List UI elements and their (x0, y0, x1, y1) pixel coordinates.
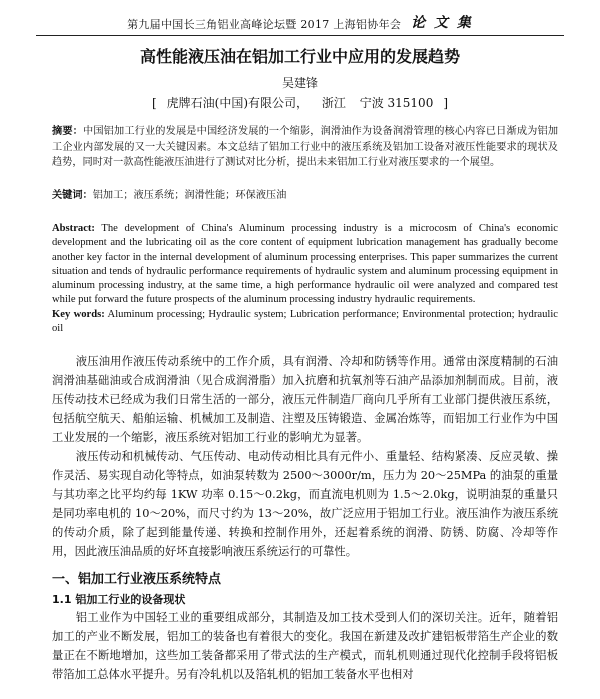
keywords-zh-text: 铝加工；液压系统；润滑性能；环保液压油 (92, 190, 287, 201)
paper-title: 高性能液压油在铝加工行业中应用的发展趋势 (139, 47, 460, 66)
conference-name: 第九届中国长三角铝业高峰论坛暨 2017 上海铝协年会 (127, 18, 402, 31)
keywords-zh (52, 188, 558, 204)
section-heading-1: 一、铝加工行业液压系统特点 (52, 572, 222, 587)
affiliation-bracket-close: ] (443, 96, 449, 110)
affiliation-bracket-open: [ (151, 96, 157, 110)
abstract-zh (52, 124, 558, 171)
body-paragraph-1: 液压油用作液压传动系统中的工作介质，具有润滑、冷却和防锈等作用。通常由深度精制的石油润滑油基础油或合成润滑油（见合成润滑脂）加入抗磨和抗氧剂等石油产品添加剂制而成。目前，液压传动技术已经成为我们日常生活的一部分，液压元件制造厂商向几乎所有工业部门提供液压系统，包括航空航天、船舶运输、机械加工及制造、注塑及压铸锻造、金属冶炼等，而铝加工行业作为中国工业发展的一个缩影，液压系统对铝加工行业的影响尤为显著。 (52, 355, 558, 445)
affiliation-city-zip: 宁波 315100 (359, 96, 434, 110)
keywords-en-text: Aluminum processing; Hydraulic system; Lubrication performance; Environmental protection; hydraulic oil (52, 308, 558, 335)
keywords-zh-label: 关键词： (52, 190, 93, 201)
running-header (36, 6, 564, 36)
body-paragraph-2: 液压传动和机械传动、气压传动、电动传动相比具有元件小、重量轻、结构紧凑、反应灵敏、操作灵活、易实现自动化等特点，如油泵转数为 2500～3000r/m，压力为 20～25MPa 的油泵的重量与其功率之比平均约每 1KW 功率 0.15～0.2kg，而直流电机则为 1.5～2.0kg，说明油泵的重量只是同功率电机的 10～20%，而尺寸约为 13～20%，故广泛应用于铝加工行业。液压油作为液压系统的传动介质，除了起到能量传递、转换和控制作用外，还起着系统的润滑、防锈、防腐、冷却等作用，因此液压油品质的好坏直接影响液压系统运行的可靠性。 (52, 450, 558, 559)
author: 吴建锋 (281, 76, 318, 90)
body-paragraph-3: 铝工业作为中国轻工业的重要组成部分，其制造及加工技术受到人们的深切关注。近年，随着铝加工的产业不断发展，铝加工的装备也有着很大的变化。我国在新建及改扩建铝板带箔生产企业的数量正在不断地增加，这些加工装备都采用了带式法的生产模式，而轧机则通过现代化控制手段将铝板带箔加工总体水平提升。另有冷轧机以及箔轧机的铝加工装备水平也相对 (52, 611, 558, 682)
abstract-en (52, 222, 558, 336)
subsection-heading-1-1: 1.1 铝加工行业的设备现状 (52, 593, 186, 606)
affiliation-org: 虎牌石油(中国)有限公司， (166, 96, 309, 110)
proceedings-tag: 论 文 集 (411, 15, 473, 31)
affiliation (0, 94, 600, 111)
affiliation-province: 浙江 (321, 96, 346, 110)
abstract-zh-label: 摘要： (52, 126, 83, 137)
abstract-en-text: The development of China's Aluminum processing industry is a microcosm of China's economic development and the lubricating oil as the core content of equipment lubrication management has gradually become another key factor in the internal development of aluminum processing enterprises. This paper summarizes the current situation and tends of hydraulic performance requirements of hydraulic system and aluminum processing equipment in aluminum processing industry, at the same time, a high performance hydraulic oil were analyzed and compared test while put forward the future prospects of the aluminum processing industry hydraulic requirements. (52, 223, 558, 306)
keywords-en-label: Key words: (52, 308, 105, 320)
abstract-en-label: Abstract: (52, 223, 95, 234)
abstract-zh-text: 中国铝加工行业的发展是中国经济发展的一个缩影，润滑油作为设备润滑管理的核心内容已日渐成为铝加工企业内部发展的又一大关键因素。本文总结了铝加工行业中的液压系统及铝加工设备对液压性能要求的现状及趋势，同时对一款高性能液压油进行了测试对比分析，提出未来铝加工行业对液压要求的一个展望。 (52, 126, 559, 168)
